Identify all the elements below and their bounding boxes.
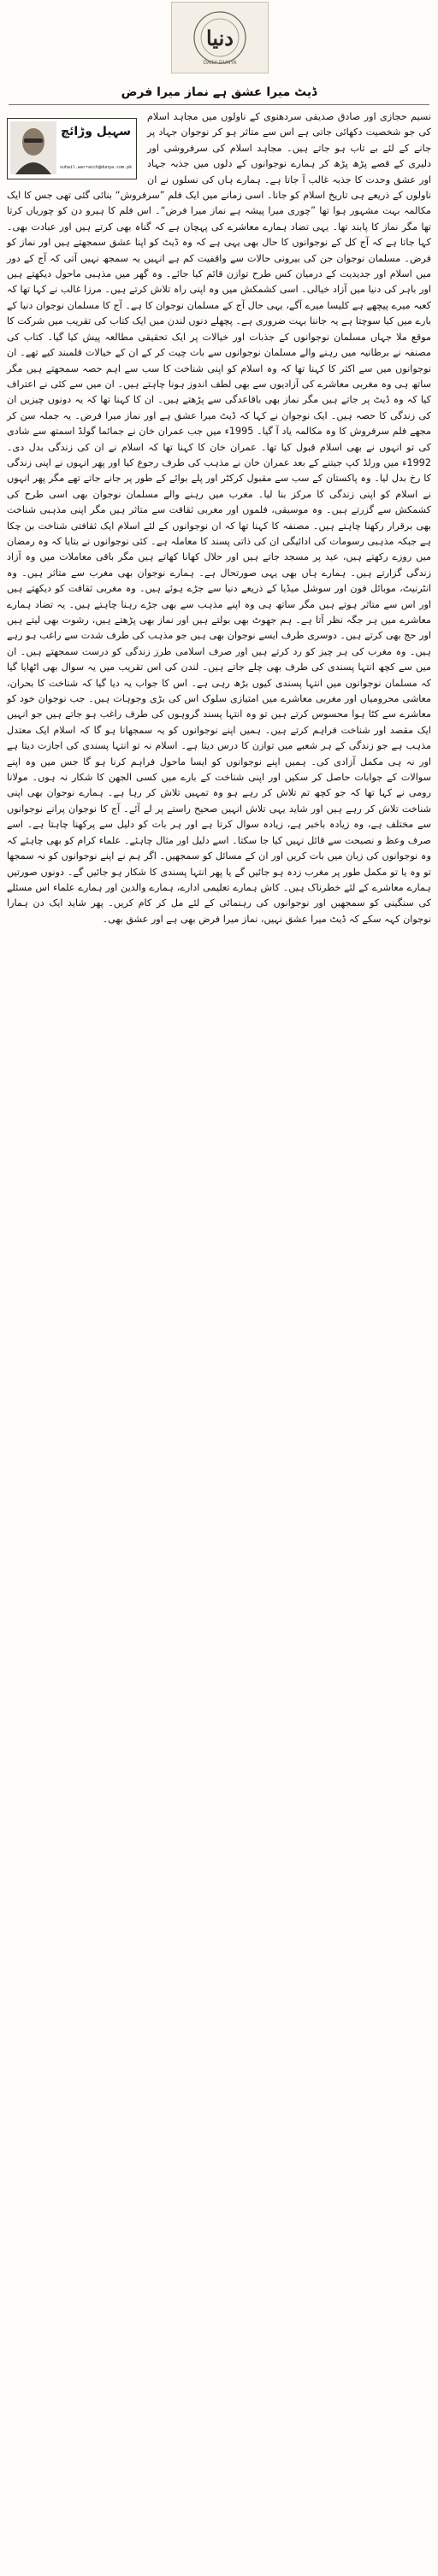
article-body: نسیم حجازی اور صادق صدیقی سردھنوی کے ناولوں میں مجاہد اسلام کی جو شخصیت دکھائی جاتی ہے اس سے متاثر ہو کر نوجوان جہاد پر جانے کے لئے بے تاب ہو جاتے ہیں۔ مجاہد اسلام کی سرفروشی اور دلیری کے قصے پڑھ پڑھ کر ہمارے نوجوانوں کے دلوں میں جذبہ جہاد اور عشق وحدت کا جذبہ غالب آ جاتا ہے۔ ہمارے ہاں کی نسلوں نے ان ناولوں کے ذریعے ہی تاریخ اسلام کو جانا۔ اسی زمانے میں ایک فلم ”سرفروش“ بنائی گئی تھی جس کا ایک مکالمہ بہت مشہور ہوا تھا ”چوری میرا پیشہ ہے نماز میرا فرض“۔ اس فلم کا ہیرو دن کو چوریاں کرتا تھا مگر نماز کا پابند تھا۔ یہی تضاد ہمارے معاشرے کی پہچان ہے کہ گناہ بھی کرتے ہیں اور عبادت بھی۔ کہا جاتا ہے کہ آج کل کے نوجوانوں کا حال بھی یہی ہے کہ وہ ڈیٹ کو اپنا عشق سمجھتے ہیں اور نماز کو فرض۔ مسلمان نوجوان جن کی بیرونی حالات سے واقفیت کم ہے انہیں یہ سمجھ نہیں آتی کہ آج کے دور میں اسلام اور جدیدیت کے درمیان کس طرح توازن قائم کیا جائے۔ وہ گھر میں مذہبی ماحول دیکھتے ہیں اور باہر کی دنیا میں آزاد خیالی۔ اسی کشمکش میں وہ اپنی راہ تلاش کرتے ہیں۔ مرزا غالب نے کہا تھا کہ کعبہ میرے پیچھے ہے کلیسا میرے آگے، یہی حال آج کے مسلمان نوجوان کا ہے۔ آج کا مسلمان نوجوان دنیا کے بارے میں کیا سوچتا ہے یہ جاننا بہت ضروری ہے۔ پچھلے دنوں لندن میں ایک کتاب کی تقریب میں شرکت کا موقع ملا جہاں مسلمان نوجوانوں کے جذبات اور خیالات پر ایک تحقیقی مطالعہ پیش کیا گیا۔ کتاب کی مصنفہ نے برطانیہ میں رہنے والے مسلمان نوجوانوں سے بات چیت کر کے ان کے خیالات قلمبند کیے تھے۔ ان نوجوانوں میں سے اکثر کا کہنا تھا کہ وہ اسلام کو اپنی شناخت کا سب سے اہم حصہ سمجھتے ہیں مگر ساتھ ہی وہ مغربی معاشرے کی آزادیوں سے بھی لطف اندوز ہونا چاہتے ہیں۔ ان میں سے کئی نے اعتراف کیا کہ وہ ڈیٹ پر جاتے ہیں مگر نماز بھی باقاعدگی سے پڑھتے ہیں۔ ان کا کہنا تھا کہ یہ دونوں چیزیں ان کی زندگی کا حصہ ہیں۔ ایک نوجوان نے کہا کہ ڈیٹ میرا عشق ہے اور نماز میرا فرض۔ یہ جملہ سن کر مجھے فلم سرفروش کا وہ مکالمہ یاد آ گیا۔ 1995ء میں جب عمران خان نے جمائما گولڈ اسمتھ سے شادی کی تو انہوں نے بھی اسلام قبول کیا تھا۔ عمران خان کا کہنا تھا کہ اسلام نے ان کی زندگی بدل دی۔ 1992ء میں ورلڈ کپ جیتنے کے بعد عمران خان نے مذہب کی طرف رجوع کیا اور پھر انہوں نے اپنی زندگی کا رخ بدل لیا۔ وہ پاکستان کے سب سے مقبول کرکٹر اور پلے بوائے کے طور پر جانے جاتے تھے مگر پھر انہوں نے اسلام کو اپنی زندگی کا مرکز بنا لیا۔ مغرب میں رہنے والے مسلمان نوجوان بھی اسی طرح کی کشمکش سے گزرتے ہیں۔ وہ موسیقی، فلموں اور مغربی ثقافت سے متاثر ہیں مگر اپنی مذہبی شناخت بھی برقرار رکھنا چاہتے ہیں۔ مصنفہ کا کہنا تھا کہ ان نوجوانوں کے لئے اسلام ایک ثقافتی شناخت بن چکا ہے جبکہ مذہبی رسومات کی ادائیگی ان کی ذاتی پسند کا معاملہ ہے۔ کئی نوجوانوں نے بتایا کہ وہ رمضان میں روزے رکھتے ہیں، عید پر مسجد جاتے ہیں اور حلال کھانا کھاتے ہیں مگر باقی معاملات میں وہ آزاد زندگی گزارتے ہیں۔ ہمارے ہاں بھی یہی صورتحال ہے۔ ہمارے نوجوان بھی مغرب سے متاثر ہیں۔ وہ انٹرنیٹ، موبائل فون اور سوشل میڈیا کے ذریعے دنیا سے جڑے ہوئے ہیں۔ وہ مغربی ثقافت کو دیکھتے ہیں اور اس سے متاثر ہوتے ہیں مگر ساتھ ہی وہ اپنے مذہب سے بھی جڑے رہنا چاہتے ہیں۔ یہ تضاد ہمارے معاشرے میں ہر جگہ نظر آتا ہے۔ ہم جھوٹ بھی بولتے ہیں اور نماز بھی پڑھتے ہیں، رشوت بھی لیتے ہیں اور حج بھی کرتے ہیں۔ دوسری طرف ایسے نوجوان بھی ہیں جو مذہب کی طرف شدت سے راغب ہو رہے ہیں۔ وہ مغرب کی ہر چیز کو رد کرتے ہیں اور صرف اسلامی طرز زندگی کو درست سمجھتے ہیں۔ ان میں سے کچھ انتہا پسندی کی طرف بھی چلے جاتے ہیں۔ لندن کی اس تقریب میں یہ سوال بھی اٹھایا گیا کہ مسلمان نوجوانوں میں انتہا پسندی کیوں بڑھ رہی ہے۔ اس کا جواب یہ دیا گیا کہ شناخت کا بحران، معاشی محرومیاں اور مغربی معاشرے میں امتیازی سلوک اس کی بڑی وجوہات ہیں۔ جب نوجوان خود کو معاشرے سے کٹا ہوا محسوس کرتے ہیں تو وہ انتہا پسند گروہوں کی طرف راغب ہو جاتے ہیں جو انہیں ایک مقصد اور شناخت فراہم کرتے ہیں۔ ہمیں اپنے نوجوانوں کو یہ سمجھانا ہو گا کہ اسلام ایک معتدل مذہب ہے جو زندگی کے ہر شعبے میں توازن کا درس دیتا ہے۔ اسلام نہ تو انتہا پسندی کی اجازت دیتا ہے اور نہ ہی مکمل آزادی کی۔ ہمیں اپنے نوجوانوں کو ایسا ماحول فراہم کرنا ہو گا جس میں وہ اپنے سوالات کے جوابات حاصل کر سکیں اور اپنی شناخت کے بارے میں کسی الجھن کا شکار نہ ہوں۔ مولانا رومی نے کہا تھا کہ جو کچھ تم تلاش کر رہے ہو وہ تمہیں تلاش کر رہا ہے۔ ہمارے نوجوان بھی اپنی شناخت تلاش کر رہے ہیں اور شاید یہی تلاش انہیں صحیح راستے پر لے آئے۔ آج کا نوجوان پرانے نوجوانوں سے مختلف ہے، وہ زیادہ باخبر ہے، زیادہ سوال کرتا ہے اور ہر بات کو دلیل سے پرکھنا چاہتا ہے۔ اسے صرف وعظ و نصیحت سے قائل نہیں کیا جا سکتا۔ اسے دلیل اور مثال چاہئے۔ علماء کرام کو بھی چاہئے کہ وہ نوجوانوں کی زبان میں بات کریں اور ان کے مسائل کو سمجھیں۔ اگر ہم نے اپنے نوجوانوں کو نہ سمجھا تو وہ یا تو مکمل طور پر مغرب زدہ ہو جائیں گے یا پھر انتہا پسندی کا شکار ہو جائیں گے۔ دونوں صورتیں ہمارے معاشرے کے لئے خطرناک ہیں۔ کاش ہمارے تعلیمی ادارے، ہمارے والدین اور ہمارے علماء اس مسئلے کی سنگینی کو سمجھیں اور نوجوانوں کی رہنمائی کے لئے مل کر کام کریں۔ پھر شاید ایک دن ہمارا نوجوان کہہ سکے کہ ڈیٹ میرا عشق نہیں، نماز میرا فرض بھی ہے اور عشق بھی۔ — [7, 111, 431, 925]
logo-emblem-icon — [177, 8, 263, 68]
masthead — [0, 0, 438, 79]
columnist-portrait-icon — [10, 121, 56, 174]
columnist-name: سہیل وڑائچ — [61, 125, 131, 138]
columnist-photo-box — [7, 118, 137, 179]
article-headline: ڈیٹ میرا عشق ہے نماز میرا فرض — [9, 82, 429, 105]
logo-subtitle: DAILY DUNYA — [203, 60, 237, 66]
columnist-email: suhail.warraich@dunya.com.pk — [59, 164, 133, 170]
article-column — [7, 109, 431, 2571]
logo-text: دنیا — [206, 26, 234, 50]
newspaper-logo — [171, 2, 269, 74]
